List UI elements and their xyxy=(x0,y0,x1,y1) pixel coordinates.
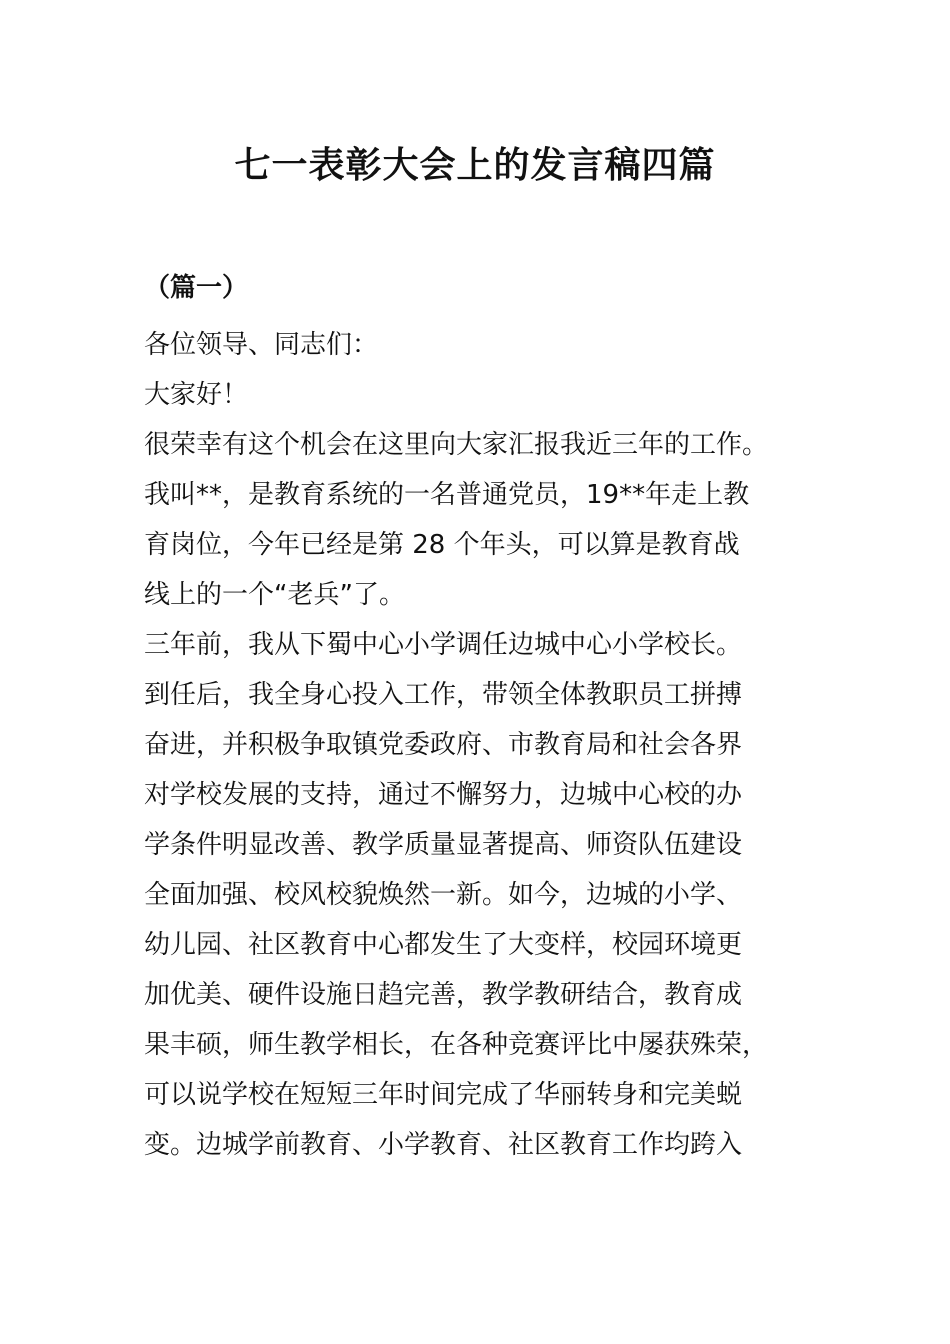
text-line: 三年前，我从下蜀中心小学调任边城中心小学校长。 xyxy=(144,630,743,660)
document-body xyxy=(144,320,814,1170)
text-line: 全面加强、校风校貌焕然一新。如今，边城的小学、 xyxy=(144,880,743,910)
text-line: 变。边城学前教育、小学教育、社区教育工作均跨入 xyxy=(144,1130,743,1160)
text-line: 幼儿园、社区教育中心都发生了大变样，校园环境更 xyxy=(144,930,743,960)
text-line: 对学校发展的支持，通过不懈努力，边城中心校的办 xyxy=(144,780,743,810)
text-line: 很荣幸有这个机会在这里向大家汇报我近三年的工作。 xyxy=(144,430,769,460)
text-line: 学条件明显改善、教学质量显著提高、师资队伍建设 xyxy=(144,830,743,860)
text-line: 育岗位，今年已经是第 28 个年头，可以算是教育战 xyxy=(144,530,740,560)
text-line: 奋进，并积极争取镇党委政府、市教育局和社会各界 xyxy=(144,730,743,760)
text-line: 各位领导、同志们： xyxy=(144,330,379,360)
text-line: 果丰硕，师生教学相长，在各种竞赛评比中屡获殊荣， xyxy=(144,1030,769,1060)
text-line: 大家好！ xyxy=(144,380,249,410)
text-line: 我叫**，是教育系统的一名普通党员，19**年走上教 xyxy=(144,480,750,510)
text-line: 加优美、硬件设施日趋完善，教学教研结合，教育成 xyxy=(144,980,743,1010)
document-title: 七一表彰大会上的发言稿四篇 xyxy=(234,145,716,186)
text-line: 可以说学校在短短三年时间完成了华丽转身和完美蜕 xyxy=(144,1080,743,1110)
text-line: 线上的一个“老兵”了。 xyxy=(144,580,405,610)
section-heading: （篇一） xyxy=(144,273,249,303)
text-line: 到任后，我全身心投入工作，带领全体教职员工拼搏 xyxy=(144,680,743,710)
